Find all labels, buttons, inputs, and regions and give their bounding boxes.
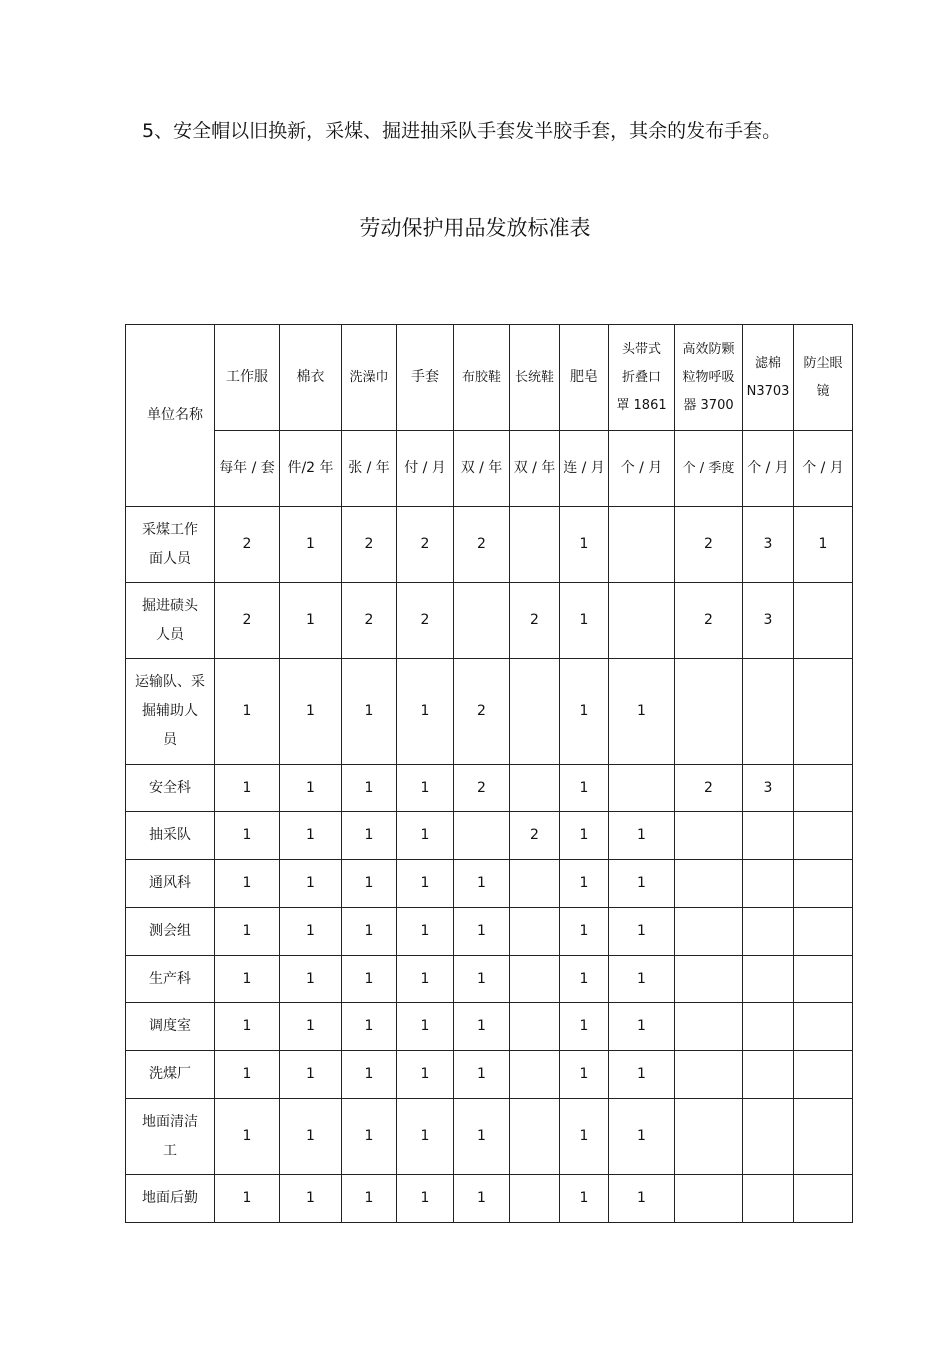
table-cell bbox=[794, 1003, 853, 1051]
ppe-standard-table bbox=[125, 324, 853, 1223]
table-cell: 2 bbox=[510, 583, 560, 659]
table-cell: 2 bbox=[675, 765, 743, 812]
table-row bbox=[126, 1003, 853, 1051]
table-cell: 1 bbox=[280, 659, 342, 765]
table-cell bbox=[675, 860, 743, 908]
table-cell: 1 bbox=[215, 1003, 280, 1051]
table-cell: 1 bbox=[215, 956, 280, 1003]
table-cell: 2 bbox=[215, 583, 280, 659]
column-unit: 个 / 月 bbox=[794, 431, 853, 507]
table-cell bbox=[609, 765, 675, 812]
table-cell: 1 bbox=[560, 1051, 609, 1099]
table-cell: 1 bbox=[454, 1003, 510, 1051]
table-cell: 1 bbox=[215, 812, 280, 860]
table-cell: 1 bbox=[342, 1051, 397, 1099]
table-cell bbox=[675, 1051, 743, 1099]
table-cell: 1 bbox=[609, 908, 675, 956]
table-cell: 1 bbox=[280, 812, 342, 860]
table-cell: 1 bbox=[609, 1099, 675, 1175]
table-row bbox=[126, 812, 853, 860]
table-cell: 1 bbox=[215, 1051, 280, 1099]
table-cell: 1 bbox=[609, 860, 675, 908]
table-cell: 1 bbox=[397, 659, 454, 765]
table-cell bbox=[794, 1051, 853, 1099]
table-row bbox=[126, 908, 853, 956]
table-cell: 1 bbox=[280, 765, 342, 812]
table-cell: 1 bbox=[454, 1051, 510, 1099]
table-cell bbox=[794, 956, 853, 1003]
table-cell bbox=[794, 659, 853, 765]
table-cell: 2 bbox=[397, 507, 454, 583]
table-cell: 3 bbox=[743, 765, 794, 812]
row-unit-name: 调度室 bbox=[126, 1003, 215, 1051]
table-cell: 1 bbox=[215, 765, 280, 812]
row-unit-name: 生产科 bbox=[126, 956, 215, 1003]
column-unit: 个 / 月 bbox=[609, 431, 675, 507]
table-cell bbox=[794, 860, 853, 908]
table-cell: 1 bbox=[397, 1099, 454, 1175]
table-cell: 3 bbox=[743, 507, 794, 583]
table-cell bbox=[794, 765, 853, 812]
table-cell: 1 bbox=[342, 1099, 397, 1175]
table-cell bbox=[510, 507, 560, 583]
table-cell: 1 bbox=[280, 1003, 342, 1051]
column-unit: 双 / 年 bbox=[454, 431, 510, 507]
table-cell: 1 bbox=[397, 1175, 454, 1223]
table-cell bbox=[510, 1051, 560, 1099]
row-unit-name: 采煤工作 面人员 bbox=[126, 507, 215, 583]
table-cell bbox=[510, 659, 560, 765]
table-cell: 1 bbox=[454, 956, 510, 1003]
table-cell: 1 bbox=[560, 659, 609, 765]
table-cell bbox=[675, 812, 743, 860]
table-cell: 1 bbox=[397, 765, 454, 812]
table-cell: 2 bbox=[342, 583, 397, 659]
table-cell bbox=[743, 956, 794, 1003]
table-cell: 1 bbox=[342, 765, 397, 812]
row-unit-name: 测会组 bbox=[126, 908, 215, 956]
column-header: 高效防颗 粒物呼吸 器 3700 bbox=[675, 325, 743, 431]
table-cell: 1 bbox=[342, 1003, 397, 1051]
table-cell: 1 bbox=[609, 1051, 675, 1099]
table-cell: 1 bbox=[280, 908, 342, 956]
table-cell bbox=[743, 1099, 794, 1175]
row-unit-name: 安全科 bbox=[126, 765, 215, 812]
column-header: 布胶鞋 bbox=[454, 325, 510, 431]
table-cell bbox=[794, 1175, 853, 1223]
column-header: 棉衣 bbox=[280, 325, 342, 431]
table-cell: 1 bbox=[609, 1175, 675, 1223]
table-cell: 1 bbox=[342, 1175, 397, 1223]
table-cell bbox=[609, 507, 675, 583]
table-cell: 1 bbox=[280, 860, 342, 908]
table-cell bbox=[743, 908, 794, 956]
table-cell bbox=[794, 812, 853, 860]
table-cell bbox=[510, 860, 560, 908]
table-cell: 1 bbox=[560, 583, 609, 659]
table-cell bbox=[743, 860, 794, 908]
table-cell: 1 bbox=[215, 1099, 280, 1175]
column-unit: 每年 / 套 bbox=[215, 431, 280, 507]
table-cell: 1 bbox=[560, 860, 609, 908]
table-row bbox=[126, 1175, 853, 1223]
table-cell: 1 bbox=[560, 812, 609, 860]
table-cell bbox=[510, 1099, 560, 1175]
table-cell: 1 bbox=[342, 908, 397, 956]
table-cell: 2 bbox=[397, 583, 454, 659]
row-unit-name: 地面后勤 bbox=[126, 1175, 215, 1223]
table-cell: 1 bbox=[215, 1175, 280, 1223]
table-cell: 1 bbox=[342, 956, 397, 1003]
table-cell: 1 bbox=[609, 1003, 675, 1051]
table-cell: 1 bbox=[342, 812, 397, 860]
table-cell bbox=[794, 583, 853, 659]
table-cell bbox=[675, 1099, 743, 1175]
table-cell bbox=[743, 812, 794, 860]
table-cell: 1 bbox=[397, 1003, 454, 1051]
table-cell: 1 bbox=[280, 956, 342, 1003]
table-cell bbox=[675, 908, 743, 956]
column-header: 手套 bbox=[397, 325, 454, 431]
column-unit: 张 / 年 bbox=[342, 431, 397, 507]
table-cell bbox=[510, 1003, 560, 1051]
table-cell: 2 bbox=[675, 507, 743, 583]
column-unit: 双 / 年 bbox=[510, 431, 560, 507]
table-cell: 1 bbox=[794, 507, 853, 583]
table-cell bbox=[510, 956, 560, 1003]
row-unit-name: 通风科 bbox=[126, 860, 215, 908]
column-header: 滤棉 N3703 bbox=[743, 325, 794, 431]
table-cell: 1 bbox=[609, 812, 675, 860]
table-cell: 1 bbox=[454, 1099, 510, 1175]
table-cell: 1 bbox=[280, 1051, 342, 1099]
column-unit: 连 / 月 bbox=[560, 431, 609, 507]
table-cell bbox=[675, 956, 743, 1003]
table-cell: 2 bbox=[454, 765, 510, 812]
table-cell: 1 bbox=[342, 860, 397, 908]
table-cell bbox=[675, 659, 743, 765]
table-cell: 1 bbox=[280, 583, 342, 659]
table-cell: 1 bbox=[454, 860, 510, 908]
table-cell: 1 bbox=[454, 1175, 510, 1223]
table-cell: 2 bbox=[454, 659, 510, 765]
table-row bbox=[126, 1099, 853, 1175]
table-cell: 1 bbox=[280, 507, 342, 583]
table-cell: 2 bbox=[454, 507, 510, 583]
table-cell bbox=[609, 583, 675, 659]
row-unit-name: 掘进碛头 人员 bbox=[126, 583, 215, 659]
intro-paragraph: 5、安全帽以旧换新，采煤、掘进抽采队手套发半胶手套，其余的发布手套。 bbox=[142, 120, 782, 142]
table-cell: 1 bbox=[397, 812, 454, 860]
table-cell bbox=[743, 1175, 794, 1223]
table-cell bbox=[510, 908, 560, 956]
table-cell bbox=[794, 908, 853, 956]
table-cell: 1 bbox=[215, 659, 280, 765]
table-cell bbox=[743, 659, 794, 765]
table-row bbox=[126, 507, 853, 583]
table-cell bbox=[794, 1099, 853, 1175]
table-row bbox=[126, 860, 853, 908]
row-unit-name: 地面清洁 工 bbox=[126, 1099, 215, 1175]
table-cell bbox=[510, 765, 560, 812]
table-cell bbox=[743, 1051, 794, 1099]
table-cell: 1 bbox=[397, 1051, 454, 1099]
unit-name-header: 单位名称 bbox=[126, 325, 215, 507]
table-row bbox=[126, 765, 853, 812]
table-cell: 2 bbox=[510, 812, 560, 860]
table-cell: 1 bbox=[397, 860, 454, 908]
column-header: 长统鞋 bbox=[510, 325, 560, 431]
column-header: 肥皂 bbox=[560, 325, 609, 431]
table-cell: 1 bbox=[609, 659, 675, 765]
table-cell: 3 bbox=[743, 583, 794, 659]
table-cell: 1 bbox=[280, 1175, 342, 1223]
table-cell: 1 bbox=[609, 956, 675, 1003]
header-row bbox=[126, 325, 853, 431]
column-header: 洗澡巾 bbox=[342, 325, 397, 431]
table-cell bbox=[675, 1175, 743, 1223]
table-cell: 2 bbox=[342, 507, 397, 583]
column-header: 防尘眼 镜 bbox=[794, 325, 853, 431]
table-cell: 1 bbox=[560, 908, 609, 956]
row-unit-name: 运输队、采 掘辅助人 员 bbox=[126, 659, 215, 765]
table-row bbox=[126, 583, 853, 659]
table-row bbox=[126, 1051, 853, 1099]
table-cell: 1 bbox=[342, 659, 397, 765]
table-row bbox=[126, 659, 853, 765]
table-cell bbox=[675, 1003, 743, 1051]
table-title: 劳动保护用品发放标准表 bbox=[359, 216, 591, 240]
column-unit: 个 / 月 bbox=[743, 431, 794, 507]
column-unit: 付 / 月 bbox=[397, 431, 454, 507]
table-cell: 1 bbox=[560, 1099, 609, 1175]
table-cell: 1 bbox=[215, 908, 280, 956]
table-cell bbox=[510, 1175, 560, 1223]
table-cell: 1 bbox=[280, 1099, 342, 1175]
table-cell: 1 bbox=[560, 1003, 609, 1051]
column-unit: 个 / 季度 bbox=[675, 431, 743, 507]
table-cell: 1 bbox=[454, 908, 510, 956]
column-header: 工作服 bbox=[215, 325, 280, 431]
table-cell: 1 bbox=[397, 956, 454, 1003]
table-cell: 2 bbox=[675, 583, 743, 659]
table-cell: 2 bbox=[215, 507, 280, 583]
table-row bbox=[126, 956, 853, 1003]
column-header: 头带式 折叠口 罩 1861 bbox=[609, 325, 675, 431]
table-cell: 1 bbox=[560, 765, 609, 812]
table-cell bbox=[454, 812, 510, 860]
table-cell: 1 bbox=[215, 860, 280, 908]
table-cell bbox=[743, 1003, 794, 1051]
row-unit-name: 抽采队 bbox=[126, 812, 215, 860]
table-cell bbox=[454, 583, 510, 659]
table-cell: 1 bbox=[397, 908, 454, 956]
column-unit: 件/2 年 bbox=[280, 431, 342, 507]
table-cell: 1 bbox=[560, 507, 609, 583]
table-cell: 1 bbox=[560, 956, 609, 1003]
row-unit-name: 洗煤厂 bbox=[126, 1051, 215, 1099]
unit-row bbox=[126, 431, 853, 507]
table-cell: 1 bbox=[560, 1175, 609, 1223]
